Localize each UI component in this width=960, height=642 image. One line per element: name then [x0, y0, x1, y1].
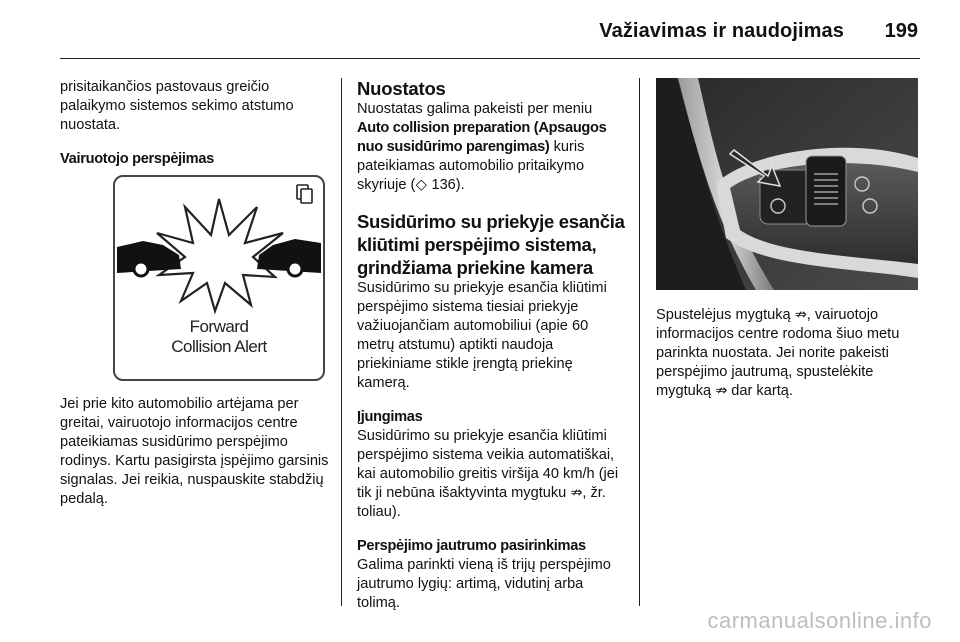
- column-divider-1: [341, 78, 342, 606]
- reference-arrow-icon: ◇: [415, 177, 427, 193]
- column-3: [656, 78, 924, 416]
- settings-text-end: kuris pateikiamas automobilio pritaikymo skyriuje (: [357, 139, 585, 193]
- button-text-start: Spustelėjus mygtuką: [656, 307, 791, 323]
- page-number: 199: [884, 20, 918, 42]
- forward-collision-alert-figure: [113, 175, 325, 381]
- activation-text-start: Susidūrimo su priekyje esančia kliūtimi perspėjimo sistema veikia automatiškai, kai automobilio greitis viršija 40 km/h (jei tik ji nebūna išaktyvinta mygtuku: [357, 428, 619, 501]
- button-text-mid: , vairuotojo informacijos centre rodoma šiuo metu parinkta nuostata. Jei norite pakeisti perspėjimo jautrumą, spustelėkite mygtuką: [656, 307, 900, 399]
- alert-caption-line2: Collision Alert: [171, 337, 267, 356]
- steering-wheel-photo: [656, 78, 918, 290]
- collision-button-icon: ⇏: [570, 485, 583, 501]
- header-divider: [60, 58, 920, 59]
- activation-paragraph: [357, 427, 625, 522]
- camera-system-paragraph: Susidūrimo su priekyje esančia kliūtimi perspėjimo sistema tiesiai priekyje važiuojančiam automobiliui (apie 60 metrų atstumu) aptikti naudoja priekiniame stikle įrengtą priekinę kamerą.: [357, 280, 607, 391]
- button-text-end: dar kartą.: [731, 383, 793, 399]
- column-2: [357, 78, 625, 628]
- sensitivity-paragraph: Galima parinkti vieną iš trijų perspėjimo jautrumo lygių: artimą, vidutinį arba tolimą.: [357, 557, 611, 611]
- steering-wheel-illustration: [656, 78, 918, 290]
- column-1: [60, 78, 330, 524]
- settings-heading: Nuostatos: [357, 78, 446, 99]
- page-header: [60, 14, 920, 60]
- sensitivity-heading: Perspėjimo jautrumo pasirinkimas: [357, 538, 586, 554]
- alert-caption-line1: Forward: [189, 317, 249, 336]
- intro-paragraph: prisitaikančios pastovaus greičio palaikymo sistemos sekimo atstumo nuostata.: [60, 79, 294, 133]
- manual-icon: [297, 185, 312, 203]
- watermark: carmanualsonline.info: [707, 608, 932, 633]
- driver-alert-heading: Vairuotojo perspėjimas: [60, 151, 214, 167]
- button-paragraph: [656, 306, 924, 401]
- column-divider-2: [639, 78, 640, 606]
- alert-caption: [115, 317, 323, 357]
- activation-heading: Įjungimas: [357, 409, 423, 425]
- collision-button-icon-2: ⇏: [715, 383, 728, 399]
- settings-text-start: Nuostatas galima pakeisti per meniu: [357, 101, 593, 117]
- activation-text-end: , žr. toliau).: [357, 485, 606, 520]
- settings-paragraph: [357, 100, 625, 195]
- collision-button-icon: ⇏: [794, 307, 807, 323]
- settings-page-ref: 136).: [431, 177, 465, 193]
- alert-description: Jei prie kito automobilio artėjama per greitai, vairuotojo informacijos centre pateikiamas susidūrimo perspėjimo rodinys. Kartu pasigirsta įspėjimo garsinis signalas. Jei reikia, nuspauskite stabdžių pedalą.: [60, 396, 329, 507]
- camera-system-heading: Susidūrimo su priekyje esančia kliūtimi perspėjimo sistema, grindžiama priekine kamera: [357, 211, 625, 278]
- settings-menu-name: Auto collision preparation (Apsaugos nuo susidūrimo parengimas): [357, 120, 607, 155]
- page-title: Važiavimas ir naudojimas: [599, 20, 844, 42]
